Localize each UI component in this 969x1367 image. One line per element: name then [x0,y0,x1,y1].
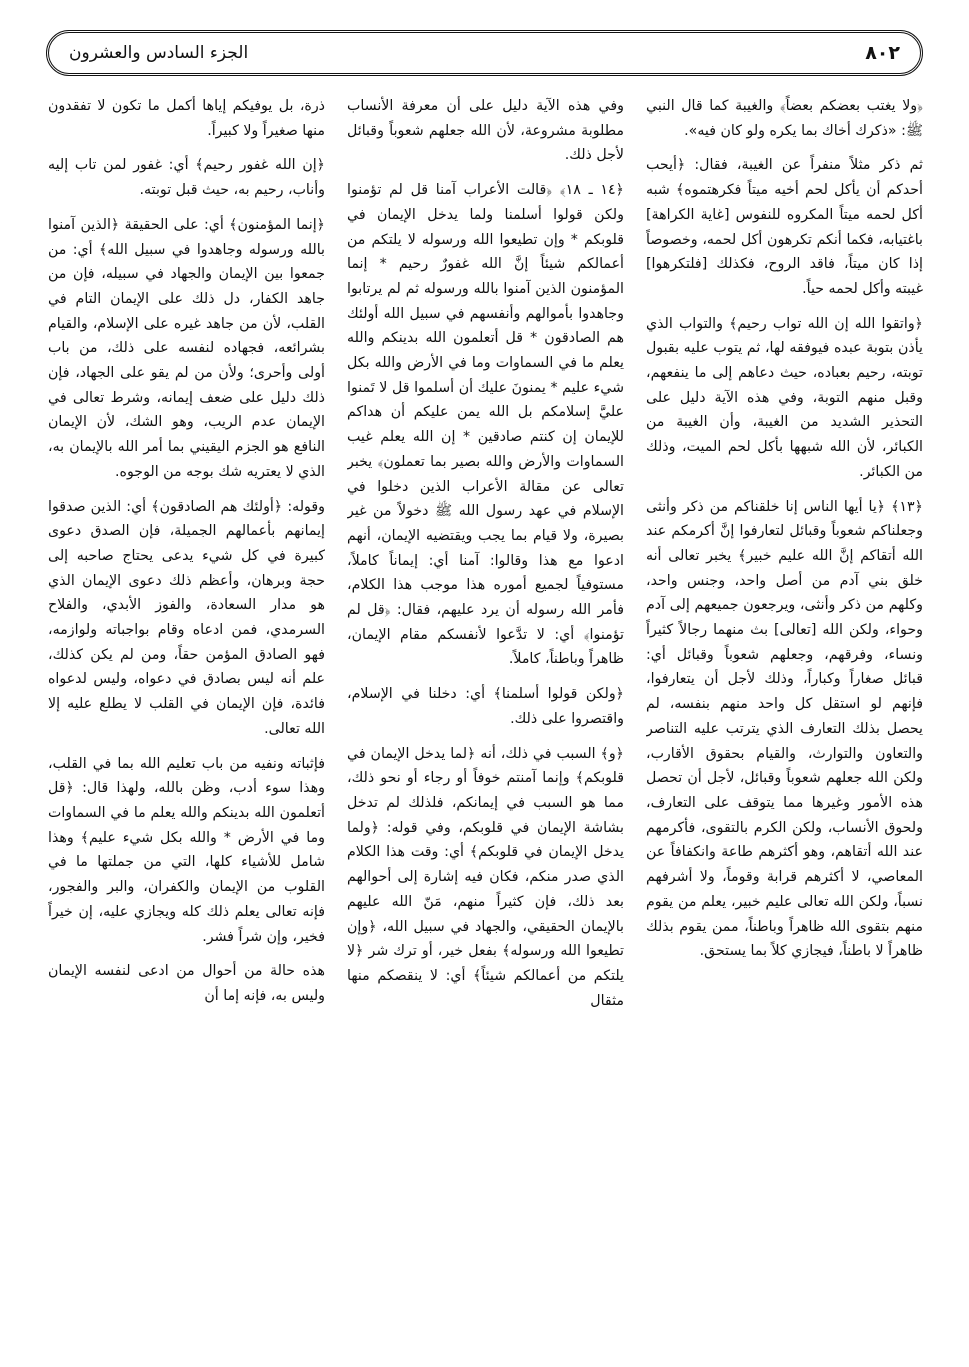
column-middle [347,94,624,1359]
column-right [646,94,923,1359]
page-number: ٨٠٢ [865,42,900,64]
paragraph: وقوله: ﴿أولئك هم الصادقون﴾ أي: الذين صدقوا إيمانهم بأعمالهم الجميلة، فإن الصدق دعوى كبيرة في كل شيء يدعى يحتاج صاحبه إلى حجة وبرهان، وأعظم ذلك دعوى الإيمان الذي هو مدار السعادة، والفوز الأبدي، والفلاح السرمدي، فمن ادعاه وقام بواجباته ولوازمه، فهو الصادق المؤمن حقاً، ومن لم يكن كذلك، علم أنه ليس بصادق في دعواه، وليس لدعواه فائدة، فإن الإيمان في القلب لا يطلع عليه إلا الله تعالى. [48,498,325,737]
paragraph: ﴿ولا يغتب بعضكم بعضاً﴾ والغيبة كما قال النبي ﷺ: «ذكرك أخاك بما يكره ولو كان فيه». [646,98,923,139]
text-columns [46,94,923,1359]
paragraph: هذه حالة من أحوال من ادعى لنفسه الإيمان وليس به، فإنه إما أن [48,963,325,1004]
paragraph: ﴿١٤ ـ ١٨﴾ ﴿قالت الأعراب آمنا قل لم تؤمنوا ولكن قولوا أسلمنا ولما يدخل الإيمان في قلوبكم * وإن تطيعوا الله ورسوله لا يلتكم من أعمالكم شيئاً إنَّ الله غفورٌ رحيم * إنما المؤمنون الذين آمنوا بالله ورسوله ثم لم يرتابوا وجاهدوا بأموالهم وأنفسهم في سبيل الله أولئك هم الصادقون * قل أتعلمون الله بدينكم والله يعلم ما في السماوات وما في الأرض والله بكل شيء عليم * يمنونَ عليك أن أسلموا قل لا تَمنوا عليَّ إسلامكم بل الله يمن عليكم أن هداكم للإيمان إن كنتم صادقين * إن الله يعلم غيب السماوات والأرض والله بصير بما تعملون﴾ يخبر تعالى عن مقالة الأعراب الذين دخلوا في الإسلام في عهد رسول الله ﷺ دخولاً من غير بصيرة، ولا قيام بما يجب ويقتضيه الإيمان، أنهم ادعوا مع هذا وقالوا: آمنا أي: إيماناً كاملاً، مستوفياً لجميع أموره هذا موجب هذا الكلام، فأمر الله رسوله أن يرد عليهم، فقال: ﴿قل لم تؤمنوا﴾ أي: لا تدَّعوا لأنفسكم مقام الإيمان، ظاهراً وباطناً، كاملاً. [347,182,624,668]
paragraph: ﴿١٣﴾ ﴿يا أيها الناس إنا خلقناكم من ذكر وأنثى وجعلناكم شعوباً وقبائل لتعارفوا إنَّ أكرمكم عند الله أتقاكم إنَّ الله عليم خبير﴾ يخبر تعالى أنه خلق بني آدم من أصل واحد، وجنس واحد، وكلهم من ذكر وأنثى، ويرجعون جميعهم إلى آدم وحواء، ولكن الله [تعالى] بث منهما رجالاً كثيراً ونساء، وفرقهم، وجعلهم شعوباً وقبائل أي: قبائل صغاراً وكباراً، وذلك لأجل أن يتعارفوا، فإنهم لو استقل كل واحد منهم بنفسه، لم يحصل بذلك التعارف الذي يترتب عليه التناصر والتعاون والتوارث، والقيام بحقوق الأقارب، ولكن الله جعلهم شعوباً وقبائل، لأجل أن تحصل هذه الأمور وغيرها مما يتوقف على التعارف، ولحوق الأنساب، ولكن الكرم بالتقوى، فأكرمهم عند الله أتقاهم، وهو أكثرهم طاعة وانكفافاً عن المعاصي، لا أكثرهم قرابة وقوماً، ولا أشرفهم نسباً، ولكن الله تعالى عليم خبير، يعلم من يقوم منهم بتقوى الله ظاهراً وباطناً، ممن يقوم بذلك ظاهراً لا باطناً، فيجازي كلاً بما يستحق. [646,498,923,960]
paragraph: وفي هذه الآية دليل على أن معرفة الأنساب مطلوبة مشروعة، لأن الله جعلهم شعوباً وقبائل لأجل ذلك. [347,98,624,164]
paragraph: ﴿و﴾ السبب في ذلك، أنه ﴿لما يدخل الإيمان في قلوبكم﴾ وإنما آمنتم خوفاً أو رجاء أو نحو ذلك، مما هو السبب في إيمانكم، فلذلك لم تدخل بشاشة الإيمان في قلوبكم، وفي قوله: ﴿ولما يدخل الإيمان في قلوبكم﴾ أي: وقت هذا الكلام الذي صدر منكم، فكان فيه إشارة إلى أحوالهم بعد ذلك، فإن كثيراً منهم، مَنّ الله عليهم بالإيمان الحقيقي، والجهاد في سبيل الله، ﴿وإن تطيعوا الله ورسوله﴾ بفعل خير، أو ترك شر ﴿لا يلتكم من أعمالكم شيئاً﴾ أي: لا ينقصكم منها مثقال [347,745,624,1009]
paragraph: ﴿واتقوا الله إن الله تواب رحيم﴾ والتواب الذي يأذن بتوبة عبده فيوفقه لها، ثم يتوب عليه بقبول توبته، رحيم بعباده، حيث دعاهم إلى ما ينفعهم، وقبل منهم التوبة، وفي هذه الآية دليل على التحذير الشديد من الغيبة، وأن الغيبة من الكبائر، لأن الله شبهها بأكل لحم الميت، وذلك من الكبائر. [646,315,923,480]
paragraph: ذرة، بل يوفيكم إياها أكمل ما تكون لا تفقدون منها صغيراً ولا كبيراً. [48,98,325,139]
paragraph: ثم ذكر مثلاً منفراً عن الغيبة، فقال: ﴿أيحب أحدكم أن يأكل لحم أخيه ميتاً فكرهتموه﴾ شبه أكل لحمه ميتاً المكروه للنفوس [غاية الكراهة] باغتيابه، فكما أنكم تكرهون أكل لحمه، وخصوصاً إذا كان ميتاً، فاقد الروح، فكذلك [فلتكرهوا] غيبته وأكل لحمه حياً. [646,157,923,297]
paragraph: فإثباته ونفيه من باب تعليم الله بما في القلب، وهذا سوء أدب، وظن بالله، ولهذا قال: ﴿قل أتعلمون الله بدينكم والله يعلم ما في السماوات وما في الأرض * والله بكل شيء عليم﴾ وهذا شامل للأشياء كلها، التي من جملتها ما في القلوب من الإيمان والكفران، والبر والفجور، فإنه تعالى يعلم ذلك كله ويجازي عليه، إن خيراً فخير، وإن شراً فشر. [48,755,325,945]
running-title: الجزء السادس والعشرون [69,43,249,63]
column-left [48,94,325,1359]
paragraph: ﴿إنما المؤمنون﴾ أي: على الحقيقة ﴿الذين آمنوا بالله ورسوله وجاهدوا في سبيل الله﴾ أي: من جمعوا بين الإيمان والجهاد في سبيله، فإن من جاهد الكفار، دل ذلك على الإيمان التام في القلب، لأن من جاهد غيره على الإسلام، والقيام بشرائعه، فجهاده لنفسه على ذلك، من باب أولى وأحرى؛ ولأن من لم يقو على الجهاد، فإن ذلك دليل على ضعف إيمانه، وشرط تعالى في الإيمان عدم الريب، وهو الشك، لأن الإيمان النافع هو الجزم اليقيني بما أمر الله بالإيمان به، الذي لا يعتريه شك بوجه من الوجوه. [48,216,325,480]
running-header [46,30,923,76]
paragraph: ﴿إن الله غفور رحيم﴾ أي: غفور لمن تاب إليه وأناب، رحيم به، حيث قبل توبته. [48,157,325,199]
paragraph: ﴿ولكن قولوا أسلمنا﴾ أي: دخلنا في الإسلام، واقتصروا على ذلك. [347,686,624,727]
